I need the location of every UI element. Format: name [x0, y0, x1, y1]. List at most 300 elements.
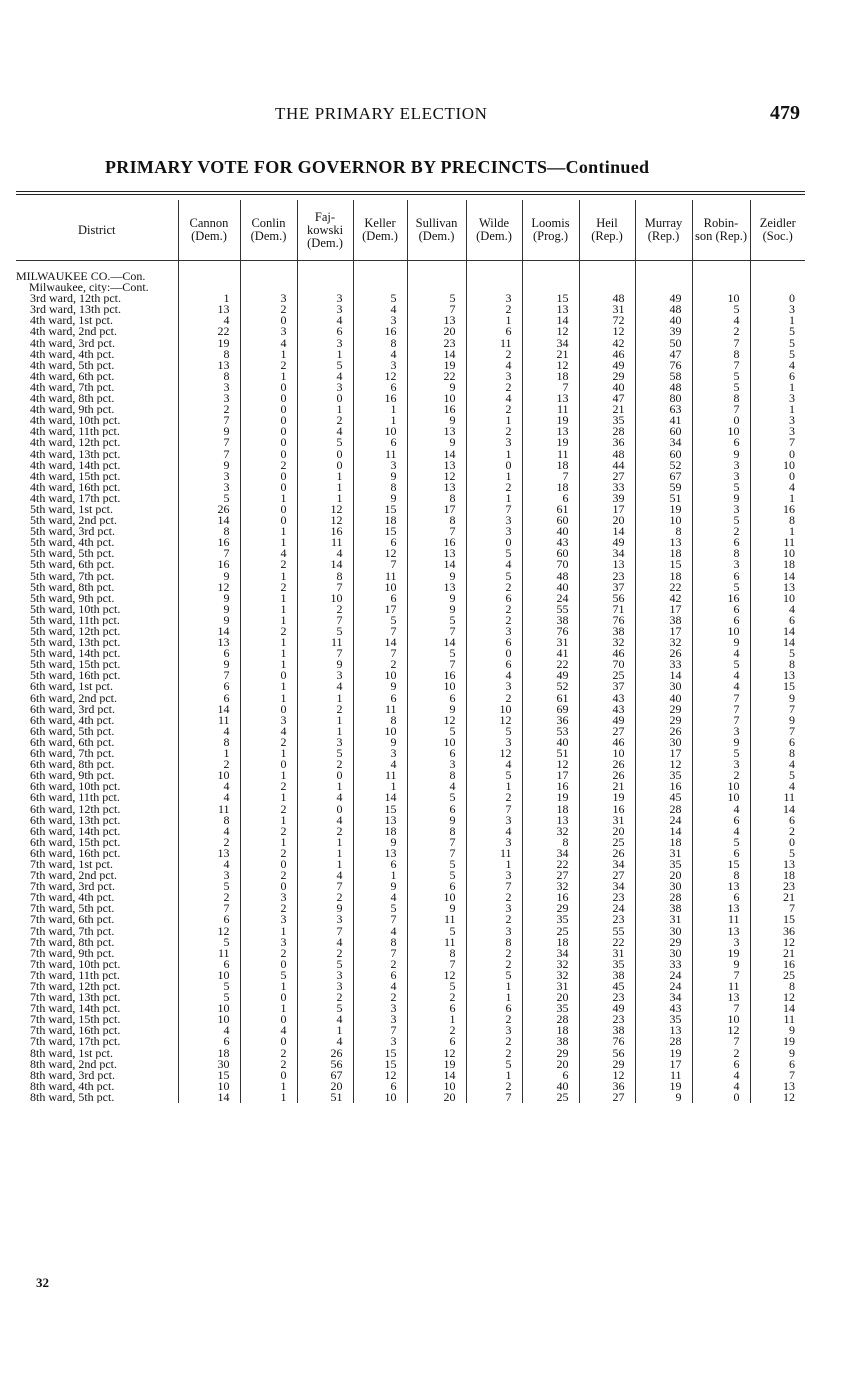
- vote-cell-sullivan: 20: [407, 326, 466, 337]
- vote-cell-cannon: 12: [178, 926, 240, 937]
- table-row: [16, 548, 805, 559]
- vote-cell-fajkowski: 1: [297, 859, 353, 870]
- vote-cell-wilde: 2: [466, 582, 522, 593]
- vote-cell-murray: 32: [635, 637, 692, 648]
- table-row: [16, 859, 805, 870]
- vote-cell-wilde: 12: [466, 715, 522, 726]
- vote-cell-conlin: 1: [240, 792, 297, 803]
- vote-cell-cannon: 11: [178, 715, 240, 726]
- vote-cell-conlin: 4: [240, 548, 297, 559]
- vote-cell-conlin: 3: [240, 715, 297, 726]
- vote-cell-wilde: 3: [466, 293, 522, 304]
- vote-cell-conlin: 0: [240, 515, 297, 526]
- vote-cell-fajkowski: 2: [297, 948, 353, 959]
- district-cell: 5th ward, 11th pct.: [30, 614, 120, 626]
- vote-cell-loomis: 18: [522, 804, 579, 815]
- vote-cell-conlin: 1: [240, 604, 297, 615]
- table-row: [16, 804, 805, 815]
- vote-cell-fajkowski: 7: [297, 582, 353, 593]
- vote-cell-keller: 16: [353, 393, 407, 404]
- vote-cell-robinson: 3: [692, 759, 750, 770]
- vote-cell-conlin: 1: [240, 526, 297, 537]
- vote-cell-heil: 31: [579, 815, 635, 826]
- vote-cell-sullivan: 9: [407, 593, 466, 604]
- table-row: [16, 781, 805, 792]
- vote-cell-heil: 34: [579, 881, 635, 892]
- vote-cell-heil: 20: [579, 826, 635, 837]
- vote-cell-heil: 24: [579, 903, 635, 914]
- vote-cell-murray: 35: [635, 859, 692, 870]
- vote-cell-conlin: 1: [240, 349, 297, 360]
- vote-cell-zeidler: 6: [750, 737, 805, 748]
- vote-cell-keller: 3: [353, 748, 407, 759]
- district-cell: 4th ward, 13th pct.: [30, 448, 121, 460]
- vote-cell-conlin: 5: [240, 970, 297, 981]
- vote-cell-keller: 9: [353, 493, 407, 504]
- vote-cell-loomis: 48: [522, 571, 579, 582]
- vote-cell-fajkowski: 0: [297, 460, 353, 471]
- vote-cell-zeidler: 1: [750, 404, 805, 415]
- vote-cell-fajkowski: 0: [297, 449, 353, 460]
- table-row: [16, 914, 805, 925]
- empty-cell: [297, 261, 353, 272]
- vote-cell-loomis: 61: [522, 693, 579, 704]
- table-row: [16, 460, 805, 471]
- vote-cell-conlin: 1: [240, 593, 297, 604]
- table-row: [16, 926, 805, 937]
- vote-cell-fajkowski: 6: [297, 326, 353, 337]
- district-cell: 7th ward, 7th pct.: [30, 925, 115, 937]
- empty-cell: [16, 261, 178, 272]
- vote-cell-fajkowski: 9: [297, 659, 353, 670]
- district-cell: 5th ward, 9th pct.: [30, 592, 115, 604]
- vote-cell-sullivan: 7: [407, 526, 466, 537]
- vote-cell-zeidler: 5: [750, 349, 805, 360]
- vote-cell-zeidler: 15: [750, 914, 805, 925]
- vote-cell-fajkowski: 12: [297, 504, 353, 515]
- vote-cell-murray: 17: [635, 626, 692, 637]
- vote-cell-keller: 1: [353, 781, 407, 792]
- vote-cell-heil: 25: [579, 837, 635, 848]
- vote-cell-fajkowski: 4: [297, 937, 353, 948]
- vote-cell-keller: 4: [353, 304, 407, 315]
- vote-cell-sullivan: 12: [407, 970, 466, 981]
- vote-cell-conlin: 2: [240, 826, 297, 837]
- vote-cell-wilde: 2: [466, 404, 522, 415]
- vote-cell-fajkowski: 5: [297, 360, 353, 371]
- vote-cell-cannon: 10: [178, 1081, 240, 1092]
- vote-cell-sullivan: 8: [407, 948, 466, 959]
- vote-cell-zeidler: 9: [750, 1048, 805, 1059]
- vote-cell-robinson: 4: [692, 1070, 750, 1081]
- vote-cell-conlin: 0: [240, 704, 297, 715]
- vote-cell-sullivan: 13: [407, 426, 466, 437]
- vote-cell-conlin: 3: [240, 914, 297, 925]
- vote-cell-wilde: 2: [466, 382, 522, 393]
- vote-cell-fajkowski: 4: [297, 681, 353, 692]
- vote-cell-heil: 38: [579, 626, 635, 637]
- vote-cell-loomis: 11: [522, 449, 579, 460]
- vote-cell-murray: 39: [635, 326, 692, 337]
- vote-cell-keller: 7: [353, 1025, 407, 1036]
- vote-cell-zeidler: 7: [750, 704, 805, 715]
- vote-cell-wilde: 7: [466, 804, 522, 815]
- vote-cell-conlin: 2: [240, 1059, 297, 1070]
- table-row: [16, 770, 805, 781]
- vote-cell-sullivan: 10: [407, 737, 466, 748]
- vote-cell-wilde: 4: [466, 670, 522, 681]
- vote-cell-fajkowski: 16: [297, 526, 353, 537]
- district-cell: 5th ward, 15th pct.: [30, 659, 121, 671]
- vote-cell-sullivan: 6: [407, 804, 466, 815]
- vote-cell-wilde: 3: [466, 526, 522, 537]
- vote-cell-murray: 8: [635, 526, 692, 537]
- vote-cell-robinson: 9: [692, 637, 750, 648]
- vote-cell-loomis: 32: [522, 959, 579, 970]
- vote-cell-fajkowski: 1: [297, 693, 353, 704]
- vote-cell-zeidler: 14: [750, 571, 805, 582]
- vote-cell-keller: 6: [353, 693, 407, 704]
- vote-cell-murray: 63: [635, 404, 692, 415]
- vote-cell-conlin: 0: [240, 1014, 297, 1025]
- vote-cell-robinson: 6: [692, 437, 750, 448]
- column-header-fajkowski: Faj- kowski (Dem.): [297, 200, 353, 261]
- vote-cell-loomis: 28: [522, 1014, 579, 1025]
- vote-cell-heil: 22: [579, 937, 635, 948]
- vote-cell-heil: 27: [579, 870, 635, 881]
- vote-cell-heil: 42: [579, 338, 635, 349]
- district-cell: 7th ward, 9th pct.: [30, 947, 115, 959]
- vote-cell-wilde: 5: [466, 970, 522, 981]
- vote-cell-robinson: 6: [692, 604, 750, 615]
- vote-cell-sullivan: 12: [407, 1048, 466, 1059]
- vote-cell-robinson: 3: [692, 726, 750, 737]
- vote-cell-cannon: 1: [178, 748, 240, 759]
- vote-cell-cannon: 3: [178, 471, 240, 482]
- empty-cell: [635, 282, 692, 293]
- vote-cell-heil: 29: [579, 1059, 635, 1070]
- vote-cell-keller: 3: [353, 1036, 407, 1047]
- vote-cell-wilde: 1: [466, 781, 522, 792]
- vote-cell-heil: 45: [579, 981, 635, 992]
- vote-cell-murray: 41: [635, 415, 692, 426]
- vote-cell-keller: 15: [353, 804, 407, 815]
- vote-cell-zeidler: 3: [750, 393, 805, 404]
- table-row: [16, 881, 805, 892]
- table-row: [16, 293, 805, 304]
- vote-cell-robinson: 8: [692, 870, 750, 881]
- vote-cell-conlin: 1: [240, 926, 297, 937]
- vote-cell-wilde: 2: [466, 1048, 522, 1059]
- vote-cell-wilde: 2: [466, 1014, 522, 1025]
- vote-cell-fajkowski: 0: [297, 393, 353, 404]
- vote-cell-conlin: 2: [240, 1048, 297, 1059]
- vote-cell-murray: 17: [635, 604, 692, 615]
- empty-cell: [750, 271, 805, 282]
- vote-cell-heil: 23: [579, 892, 635, 903]
- vote-cell-zeidler: 11: [750, 537, 805, 548]
- vote-cell-wilde: 2: [466, 1081, 522, 1092]
- vote-cell-cannon: 9: [178, 659, 240, 670]
- vote-cell-heil: 26: [579, 848, 635, 859]
- vote-cell-sullivan: 9: [407, 437, 466, 448]
- vote-cell-robinson: 3: [692, 504, 750, 515]
- vote-cell-loomis: 76: [522, 626, 579, 637]
- vote-cell-keller: 7: [353, 559, 407, 570]
- vote-cell-loomis: 18: [522, 371, 579, 382]
- vote-cell-conlin: 1: [240, 648, 297, 659]
- vote-cell-sullivan: 6: [407, 1003, 466, 1014]
- vote-cell-sullivan: 5: [407, 981, 466, 992]
- empty-cell: [522, 282, 579, 293]
- vote-cell-sullivan: 13: [407, 315, 466, 326]
- vote-cell-loomis: 32: [522, 826, 579, 837]
- vote-cell-loomis: 36: [522, 715, 579, 726]
- vote-cell-loomis: 18: [522, 482, 579, 493]
- vote-cell-zeidler: 0: [750, 471, 805, 482]
- vote-cell-fajkowski: 1: [297, 471, 353, 482]
- title-rule-bottom: [16, 194, 805, 195]
- vote-cell-murray: 31: [635, 914, 692, 925]
- vote-cell-zeidler: 9: [750, 715, 805, 726]
- vote-cell-heil: 38: [579, 970, 635, 981]
- vote-cell-sullivan: 14: [407, 449, 466, 460]
- vote-cell-loomis: 69: [522, 704, 579, 715]
- vote-cell-keller: 9: [353, 681, 407, 692]
- empty-cell: [407, 261, 466, 272]
- vote-cell-heil: 20: [579, 515, 635, 526]
- vote-cell-wilde: 6: [466, 637, 522, 648]
- vote-cell-fajkowski: 2: [297, 826, 353, 837]
- vote-cell-robinson: 7: [692, 704, 750, 715]
- vote-cell-robinson: 10: [692, 781, 750, 792]
- vote-cell-zeidler: 6: [750, 371, 805, 382]
- vote-cell-conlin: 1: [240, 1081, 297, 1092]
- vote-cell-sullivan: 23: [407, 338, 466, 349]
- vote-cell-murray: 9: [635, 1092, 692, 1103]
- vote-cell-murray: 12: [635, 759, 692, 770]
- district-cell: 4th ward, 8th pct.: [30, 393, 115, 405]
- vote-cell-loomis: 15: [522, 293, 579, 304]
- vote-cell-wilde: 8: [466, 937, 522, 948]
- district-cell: 6th ward, 1st pct.: [30, 681, 113, 693]
- vote-cell-cannon: 11: [178, 948, 240, 959]
- table-row: [16, 393, 805, 404]
- vote-cell-zeidler: 12: [750, 992, 805, 1003]
- table-row: [16, 559, 805, 570]
- vote-cell-murray: 35: [635, 770, 692, 781]
- vote-cell-heil: 27: [579, 471, 635, 482]
- vote-cell-conlin: 1: [240, 615, 297, 626]
- vote-cell-cannon: 4: [178, 781, 240, 792]
- vote-cell-keller: 18: [353, 515, 407, 526]
- vote-cell-zeidler: 16: [750, 504, 805, 515]
- district-cell: 7th ward, 6th pct.: [30, 914, 115, 926]
- vote-cell-murray: 18: [635, 837, 692, 848]
- district-cell: 5th ward, 8th pct.: [30, 581, 115, 593]
- vote-cell-keller: 6: [353, 382, 407, 393]
- vote-cell-robinson: 10: [692, 792, 750, 803]
- vote-cell-cannon: 2: [178, 404, 240, 415]
- vote-cell-sullivan: 6: [407, 693, 466, 704]
- vote-cell-loomis: 7: [522, 382, 579, 393]
- vote-cell-heil: 48: [579, 449, 635, 460]
- district-cell: 6th ward, 2nd pct.: [30, 692, 117, 704]
- vote-table-wrapper: [16, 200, 805, 1103]
- vote-cell-cannon: 15: [178, 1070, 240, 1081]
- vote-cell-sullivan: 5: [407, 870, 466, 881]
- vote-cell-wilde: 3: [466, 515, 522, 526]
- vote-cell-fajkowski: 51: [297, 1092, 353, 1103]
- vote-cell-fajkowski: 4: [297, 548, 353, 559]
- vote-cell-wilde: 1: [466, 981, 522, 992]
- table-row: [16, 670, 805, 681]
- vote-cell-fajkowski: 1: [297, 349, 353, 360]
- vote-cell-cannon: 14: [178, 515, 240, 526]
- district-cell: 6th ward, 4th pct.: [30, 714, 115, 726]
- vote-cell-wilde: 12: [466, 748, 522, 759]
- empty-cell: [750, 282, 805, 293]
- district-cell: 4th ward, 6th pct.: [30, 370, 115, 382]
- vote-cell-murray: 60: [635, 426, 692, 437]
- vote-cell-robinson: 7: [692, 360, 750, 371]
- vote-cell-murray: 20: [635, 870, 692, 881]
- vote-cell-conlin: 0: [240, 382, 297, 393]
- table-row: [16, 715, 805, 726]
- vote-cell-keller: 7: [353, 948, 407, 959]
- spacer-row: [16, 261, 805, 272]
- district-cell: 5th ward, 7th pct.: [30, 570, 115, 582]
- district-cell: 3rd ward, 12th pct.: [30, 293, 121, 305]
- vote-cell-loomis: 16: [522, 781, 579, 792]
- vote-cell-robinson: 5: [692, 837, 750, 848]
- vote-cell-sullivan: 10: [407, 681, 466, 692]
- vote-cell-loomis: 25: [522, 926, 579, 937]
- vote-cell-murray: 30: [635, 681, 692, 692]
- vote-cell-murray: 18: [635, 571, 692, 582]
- vote-cell-fajkowski: 2: [297, 759, 353, 770]
- vote-cell-murray: 26: [635, 648, 692, 659]
- vote-cell-conlin: 2: [240, 626, 297, 637]
- vote-cell-keller: 6: [353, 859, 407, 870]
- vote-cell-loomis: 20: [522, 992, 579, 1003]
- vote-cell-wilde: 10: [466, 704, 522, 715]
- table-row: [16, 482, 805, 493]
- vote-cell-heil: 48: [579, 293, 635, 304]
- vote-cell-sullivan: 13: [407, 482, 466, 493]
- vote-cell-zeidler: 3: [750, 426, 805, 437]
- vote-cell-sullivan: 6: [407, 881, 466, 892]
- vote-cell-conlin: 2: [240, 582, 297, 593]
- vote-cell-zeidler: 3: [750, 304, 805, 315]
- vote-cell-cannon: 4: [178, 792, 240, 803]
- table-row: [16, 848, 805, 859]
- vote-cell-sullivan: 17: [407, 504, 466, 515]
- vote-cell-sullivan: 5: [407, 615, 466, 626]
- vote-cell-murray: 30: [635, 737, 692, 748]
- vote-cell-keller: 9: [353, 471, 407, 482]
- table-row: [16, 948, 805, 959]
- empty-cell: [407, 282, 466, 293]
- vote-cell-zeidler: 19: [750, 1036, 805, 1047]
- vote-cell-heil: 25: [579, 670, 635, 681]
- vote-cell-wilde: 1: [466, 471, 522, 482]
- vote-cell-wilde: 7: [466, 1092, 522, 1103]
- district-cell: 6th ward, 8th pct.: [30, 759, 115, 771]
- column-header-district: District: [16, 200, 178, 261]
- district-cell: 6th ward, 10th pct.: [30, 781, 121, 793]
- vote-cell-zeidler: 7: [750, 726, 805, 737]
- vote-cell-zeidler: 10: [750, 548, 805, 559]
- vote-cell-keller: 15: [353, 1048, 407, 1059]
- vote-cell-zeidler: 18: [750, 559, 805, 570]
- vote-cell-murray: 52: [635, 460, 692, 471]
- vote-cell-heil: 56: [579, 1048, 635, 1059]
- district-cell: 4th ward, 14th pct.: [30, 459, 121, 471]
- vote-cell-loomis: 6: [522, 493, 579, 504]
- district-cell: 4th ward, 7th pct.: [30, 381, 115, 394]
- vote-cell-keller: 7: [353, 914, 407, 925]
- vote-cell-robinson: 6: [692, 615, 750, 626]
- vote-cell-murray: 67: [635, 471, 692, 482]
- vote-cell-cannon: 26: [178, 504, 240, 515]
- vote-cell-loomis: 13: [522, 815, 579, 826]
- vote-cell-murray: 14: [635, 670, 692, 681]
- vote-cell-cannon: 9: [178, 426, 240, 437]
- vote-cell-heil: 32: [579, 637, 635, 648]
- vote-cell-fajkowski: 14: [297, 559, 353, 570]
- vote-cell-cannon: 1: [178, 293, 240, 304]
- table-row: [16, 526, 805, 537]
- vote-cell-loomis: 18: [522, 460, 579, 471]
- vote-cell-loomis: 21: [522, 349, 579, 360]
- vote-cell-cannon: 30: [178, 1059, 240, 1070]
- vote-cell-murray: 35: [635, 1014, 692, 1025]
- vote-cell-fajkowski: 5: [297, 748, 353, 759]
- district-cell: 5th ward, 6th pct.: [30, 559, 115, 571]
- empty-cell: [522, 271, 579, 282]
- vote-cell-robinson: 5: [692, 304, 750, 315]
- vote-cell-robinson: 5: [692, 748, 750, 759]
- vote-cell-fajkowski: 7: [297, 881, 353, 892]
- vote-cell-fajkowski: 4: [297, 815, 353, 826]
- district-cell: 6th ward, 11th pct.: [30, 792, 120, 804]
- vote-cell-wilde: 2: [466, 304, 522, 315]
- vote-cell-heil: 40: [579, 382, 635, 393]
- vote-cell-murray: 38: [635, 903, 692, 914]
- vote-cell-robinson: 4: [692, 826, 750, 837]
- vote-cell-cannon: 9: [178, 604, 240, 615]
- vote-cell-fajkowski: 56: [297, 1059, 353, 1070]
- vote-cell-sullivan: 5: [407, 648, 466, 659]
- vote-cell-zeidler: 1: [750, 493, 805, 504]
- empty-cell: [692, 261, 750, 272]
- vote-cell-fajkowski: 5: [297, 959, 353, 970]
- table-row: [16, 903, 805, 914]
- table-row: [16, 1036, 805, 1047]
- vote-cell-robinson: 5: [692, 382, 750, 393]
- district-cell: 6th ward, 14th pct.: [30, 825, 121, 837]
- vote-cell-loomis: 34: [522, 338, 579, 349]
- vote-cell-heil: 49: [579, 360, 635, 371]
- table-row: [16, 693, 805, 704]
- vote-cell-zeidler: 13: [750, 1081, 805, 1092]
- vote-cell-loomis: 32: [522, 970, 579, 981]
- vote-cell-sullivan: 4: [407, 781, 466, 792]
- vote-cell-keller: 9: [353, 737, 407, 748]
- vote-cell-loomis: 17: [522, 770, 579, 781]
- vote-cell-wilde: 2: [466, 792, 522, 803]
